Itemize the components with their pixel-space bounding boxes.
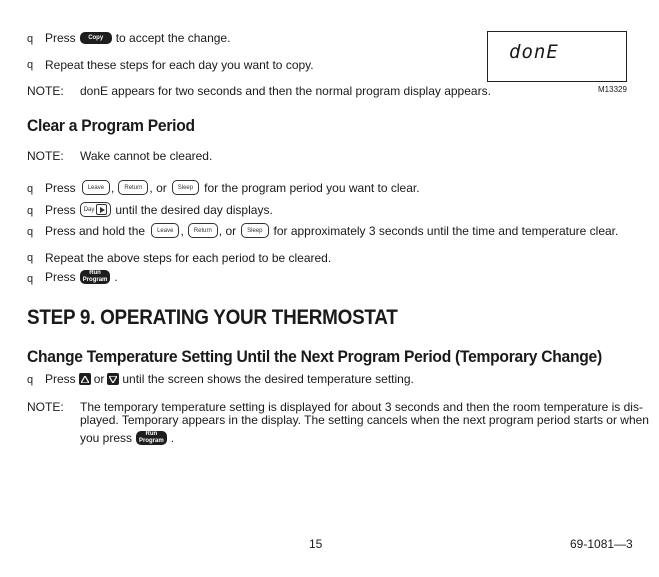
bullet: q	[27, 59, 34, 71]
bullet: q	[27, 252, 34, 264]
clear-step-2: Press Day until the desired day displays.	[45, 202, 273, 217]
copy-key: Copy	[80, 32, 112, 44]
copy-instruction: Press Copy to accept the change.	[45, 31, 231, 45]
bullet: q	[27, 183, 34, 195]
bullet: q	[27, 226, 34, 238]
return-key: Return	[118, 180, 148, 195]
play-icon	[96, 204, 107, 215]
day-key: Day	[80, 202, 112, 217]
page-number: 15	[309, 537, 323, 551]
bullet: q	[27, 33, 34, 45]
return-key: Return	[188, 223, 218, 238]
step-heading: STEP 9. OPERATING YOUR THERMOSTAT	[27, 306, 398, 329]
clear-step-1: Press Leave , Return , or Sleep for the program period you want to clear.	[45, 180, 420, 195]
run-program-key: Run Program	[80, 270, 111, 284]
note-line-1: The temporary temperature setting is displayed for about 3 seconds and then the room temperature is dis-	[80, 400, 643, 414]
run-program-key: Run Program	[136, 431, 167, 445]
section-heading-temporary-change: Change Temperature Setting Until the Next Program Period (Temporary Change)	[27, 347, 602, 366]
lcd-text: donE	[509, 41, 559, 63]
section-heading-clear: Clear a Program Period	[27, 116, 195, 135]
note-line-2: played. Temporary appears in the display. The setting cancels when the next program period starts or when	[80, 413, 649, 427]
note-text: Wake cannot be cleared.	[80, 149, 213, 163]
leave-key: Leave	[82, 180, 110, 195]
down-arrow-icon	[107, 373, 119, 385]
bullet: q	[27, 374, 34, 386]
sleep-key: Sleep	[241, 223, 268, 238]
figure-id: M13329	[598, 85, 627, 94]
note-label: NOTE:	[27, 149, 64, 163]
note-text: donE appears for two seconds and then the normal program display appears.	[80, 84, 491, 98]
repeat-copy-instruction: Repeat these steps for each day you want to copy.	[45, 58, 314, 72]
sleep-key: Sleep	[172, 180, 199, 195]
temp-step-1: Press or until the screen shows the desired temperature setting.	[45, 372, 414, 386]
bullet: q	[27, 205, 34, 217]
document-number: 69-1081—3	[570, 537, 633, 551]
note-line-3: you press Run Program .	[80, 431, 175, 445]
note-label: NOTE:	[27, 400, 64, 414]
up-arrow-icon	[79, 373, 91, 385]
clear-step-4: Repeat the above steps for each period to be cleared.	[45, 251, 332, 265]
clear-step-3: Press and hold the Leave , Return , or Sleep for approximately 3 seconds until the time and temperature clear.	[45, 223, 619, 238]
leave-key: Leave	[151, 223, 179, 238]
bullet: q	[27, 273, 34, 285]
lcd-display-figure	[487, 31, 627, 82]
note-label: NOTE:	[27, 84, 64, 98]
clear-step-5: Press Run Program .	[45, 270, 118, 284]
